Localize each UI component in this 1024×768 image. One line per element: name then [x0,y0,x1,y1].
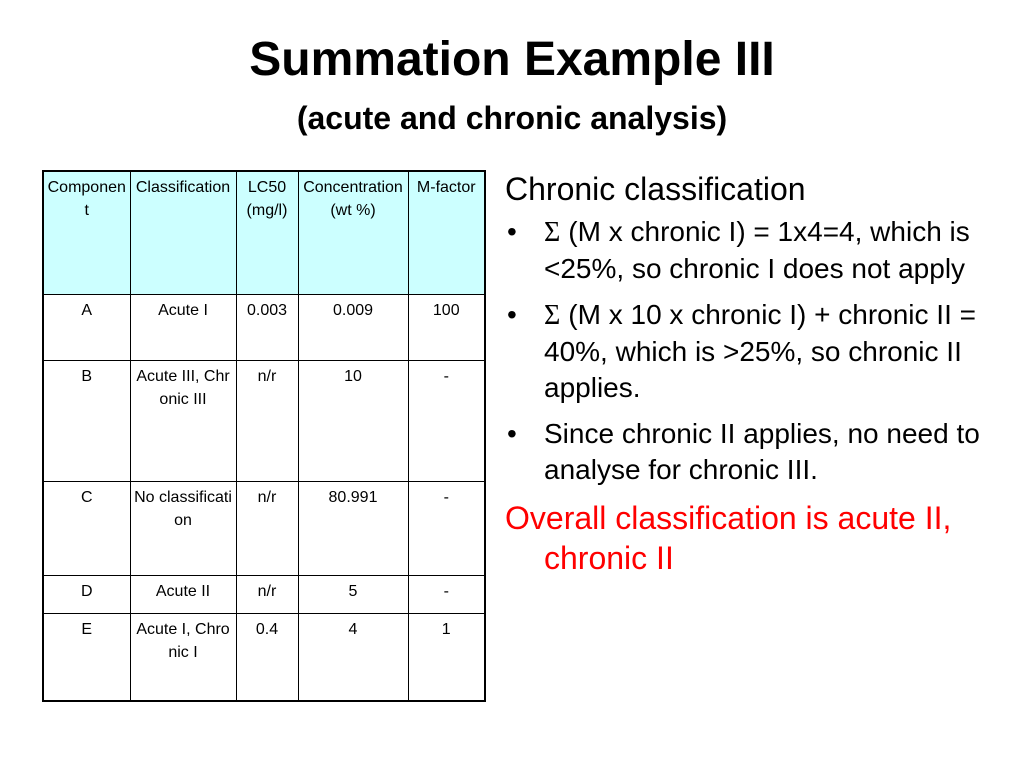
header-component: Component [43,171,130,295]
sigma-symbol: Σ [544,217,561,248]
bullet-text: Since chronic II applies, no need to analyse for chronic III. [544,418,980,485]
table-row [43,295,485,361]
classification-table [42,170,486,702]
bullet-text: (M x 10 x chronic I) + chronic II = 40%, which is >25%, so chronic II applies. [544,299,976,403]
cell-m-factor: 100 [408,295,485,361]
cell-lc50: 0.4 [236,614,298,702]
slide-subtitle: (acute and chronic analysis) [296,100,728,136]
cell-lc50: n/r [236,361,298,482]
cell-classification: Acute II [130,576,236,614]
cell-concentration: 4 [298,614,408,702]
bullet-dot: • [507,216,517,247]
bullet-text: (M x chronic I) = 1x4=4, which is <25%, so chronic I does not apply [544,216,970,284]
table-row [43,576,485,614]
bullet-dot: • [507,418,517,449]
table-row [43,614,485,702]
bullet-item [505,297,1005,406]
cell-classification: Acute III, Chronic III [130,361,236,482]
cell-component: E [43,614,130,702]
cell-lc50: n/r [236,576,298,614]
sigma-symbol: Σ [544,300,561,331]
header-concentration: Concentration (wt %) [298,171,408,295]
cell-component: A [43,295,130,361]
cell-classification: Acute I [130,295,236,361]
cell-component: D [43,576,130,614]
cell-m-factor: - [408,482,485,576]
header-classification: Classification [130,171,236,295]
chronic-classification-heading: Chronic classification [505,171,806,207]
cell-m-factor: 1 [408,614,485,702]
cell-concentration: 0.009 [298,295,408,361]
cell-concentration: 10 [298,361,408,482]
slide-title: Summation Example III [249,33,775,86]
cell-component: C [43,482,130,576]
table-header-row [43,171,485,295]
cell-lc50: 0.003 [236,295,298,361]
cell-m-factor: - [408,361,485,482]
cell-classification: No classification [130,482,236,576]
cell-component: B [43,361,130,482]
cell-concentration: 5 [298,576,408,614]
cell-m-factor: - [408,576,485,614]
bullet-item [505,214,1005,287]
cell-classification: Acute I, Chronic I [130,614,236,702]
chronic-classification-panel [505,168,1005,578]
bullet-list [505,214,1005,488]
table-row [43,361,485,482]
table-row [43,482,485,576]
cell-concentration: 80.991 [298,482,408,576]
bullet-dot: • [507,299,517,330]
header-m-factor: M-factor [408,171,485,295]
overall-classification: Overall classification is acute II, chronic II [505,500,952,576]
header-lc50: LC50 (mg/l) [236,171,298,295]
bullet-item [505,416,1005,488]
cell-lc50: n/r [236,482,298,576]
